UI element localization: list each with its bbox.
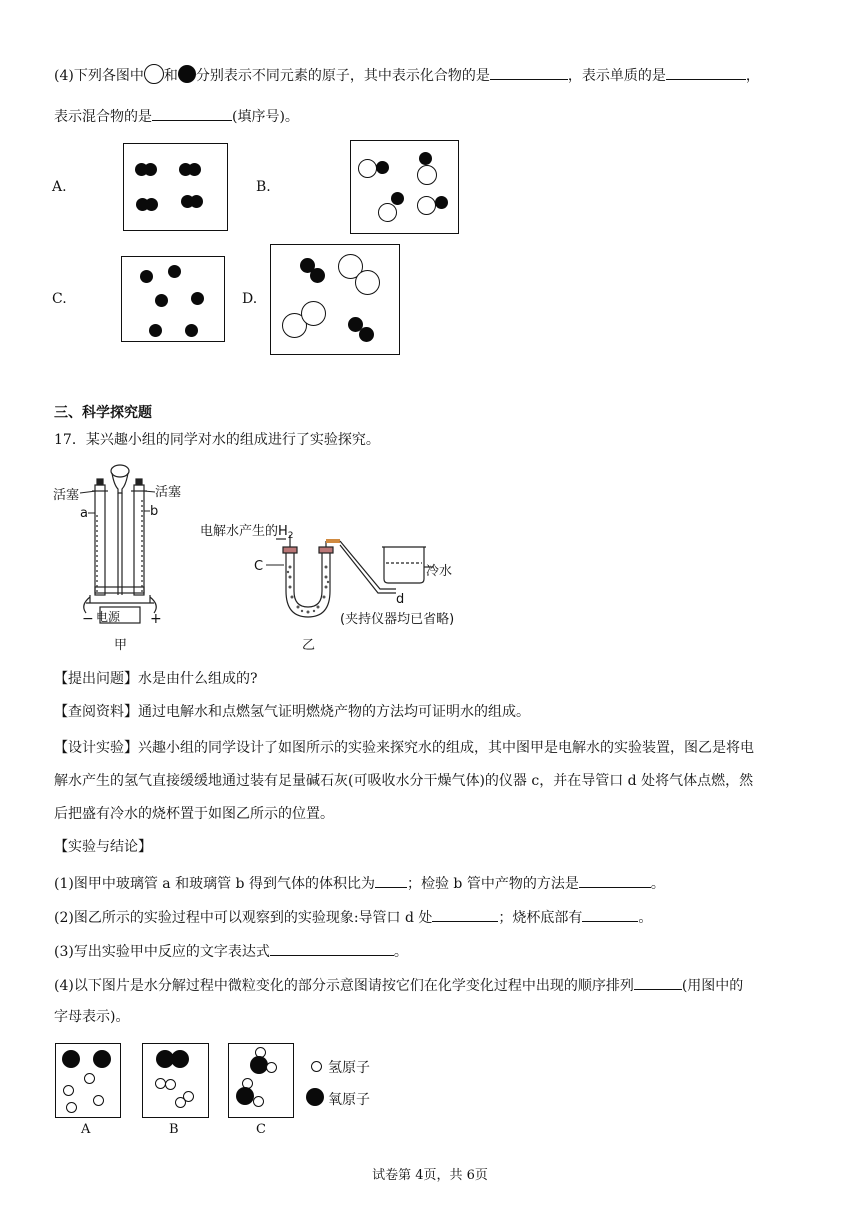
option-d-label: D.: [242, 291, 258, 307]
option-b-box: [350, 140, 459, 234]
atom: [355, 270, 380, 295]
subq-1-text-c: 。: [650, 876, 665, 892]
beaker-phenomenon-blank[interactable]: [582, 907, 638, 922]
element-answer-blank[interactable]: [666, 65, 746, 80]
atom: [266, 1062, 277, 1073]
option-c-box: [121, 256, 225, 342]
volume-ratio-blank[interactable]: [375, 873, 407, 888]
subq-1: [54, 873, 665, 893]
hydrogen-legend-icon: [311, 1061, 322, 1072]
subq-1-text-a: (1)图甲中玻璃管 a 和玻璃管 b 得到气体的体积比为: [54, 876, 375, 892]
q16-line1: [54, 64, 760, 85]
order-answer-blank[interactable]: [634, 975, 682, 990]
atom: [376, 161, 389, 174]
figure-jia-label: 甲: [114, 638, 128, 653]
atom: [417, 165, 437, 185]
cold-water-label: 冷水: [426, 564, 453, 579]
atom: [168, 265, 181, 278]
compound-answer-blank[interactable]: [490, 65, 568, 80]
oxygen-legend-label: 氧原子: [328, 1092, 370, 1108]
c-label: C: [254, 559, 264, 574]
atom: [183, 1091, 194, 1102]
tube-a-label: a: [80, 506, 88, 521]
stopcock-right-label: 活塞: [155, 485, 182, 500]
atom: [165, 1079, 176, 1090]
atom: [358, 159, 377, 178]
atom: [236, 1087, 254, 1105]
electrolysis-apparatus: [84, 465, 157, 623]
subq-4-line2: 字母表示)。: [54, 1009, 130, 1025]
option-c-label: C.: [52, 291, 67, 307]
u-tube: [276, 535, 434, 617]
soda-lime: [287, 566, 329, 614]
q16-pre-text: (4)下列各图中: [54, 68, 144, 84]
atom: [301, 301, 326, 326]
plus-label: +: [150, 611, 162, 627]
option-a-label: A.: [52, 179, 67, 195]
atom: [391, 192, 404, 205]
subq-2: [54, 907, 652, 927]
atom: [149, 324, 162, 337]
atom: [378, 203, 397, 222]
q16-line2-post: (填序号)。: [232, 109, 299, 125]
oxygen-legend-icon: [306, 1088, 324, 1106]
test-method-blank[interactable]: [579, 873, 651, 888]
d-label: d: [396, 592, 405, 607]
option-b-label: B.: [256, 179, 271, 195]
subq-2-text-c: 。: [638, 910, 653, 926]
subq-2-text-a: (2)图乙所示的实验过程中可以观察到的实验现象:导管口 d 处: [54, 910, 433, 926]
micro-label-b: B: [169, 1122, 179, 1137]
atom: [140, 270, 153, 283]
h2-source-label: 电解水产生的$H_2$: [200, 524, 294, 541]
atom: [435, 196, 448, 209]
micro-label-c: C: [256, 1122, 266, 1137]
atom: [253, 1096, 264, 1107]
design-line-3: 后把盛有冷水的烧杯置于如图乙所示的位置。: [54, 806, 334, 822]
atom: [66, 1102, 77, 1113]
nozzle-phenomenon-blank[interactable]: [432, 907, 498, 922]
minus-label: −: [82, 611, 94, 627]
subq-3-text-a: (3)写出实验甲中反应的文字表达式: [54, 944, 270, 960]
info-line: 【查阅资料】通过电解水和点燃氢气证明燃烧产物的方法均可证明水的组成。: [54, 704, 530, 720]
section-heading: 三、科学探究题: [54, 405, 152, 421]
atom: [93, 1050, 111, 1068]
atom: [419, 152, 432, 165]
tube-b-label: b: [150, 504, 159, 519]
q16-line2: [54, 106, 299, 126]
stopcock-left-label: 活塞: [53, 488, 80, 503]
atom: [144, 163, 157, 176]
mixture-answer-blank[interactable]: [152, 106, 232, 121]
atom: [417, 196, 436, 215]
micro-box-a: [55, 1043, 121, 1118]
white-atom-icon: [144, 64, 164, 84]
micro-label-a: A: [81, 1122, 91, 1137]
q17-intro: 17．某兴趣小组的同学对水的组成进行了实验探究。: [54, 432, 380, 448]
atom: [188, 163, 201, 176]
atom: [191, 292, 204, 305]
design-line-2: 解水产生的氢气直接缓缓地通过装有足量碱石灰(可吸收水分干燥气体)的仪器 c，并在导管口 d 处将气体点燃，然: [54, 773, 754, 789]
q16-and-text: 和: [163, 68, 178, 84]
question-line: 【提出问题】水是由什么组成的?: [54, 671, 258, 687]
design-line-1: 【设计实验】兴趣小组的同学设计了如图所示的实验来探究水的组成，其中图甲是电解水的实验装置，图乙是将电: [54, 740, 754, 756]
subq-3-text-b: 。: [393, 944, 408, 960]
q16-mid-text: 分别表示不同元素的原子，其中表示化合物的是: [195, 68, 490, 84]
apparatus-diagram: [40, 455, 500, 655]
atom: [63, 1085, 74, 1096]
atom: [155, 294, 168, 307]
figure-yi-label: 乙: [302, 638, 316, 653]
atom: [359, 327, 374, 342]
hydrogen-legend-label: 氢原子: [328, 1060, 370, 1076]
atom: [93, 1095, 104, 1106]
q16-comma1-text: ，表示单质的是: [567, 68, 666, 84]
word-equation-blank[interactable]: [270, 941, 394, 956]
subq-3: [54, 941, 408, 961]
subq-4: [54, 975, 743, 995]
conclusion-heading: 【实验与结论】: [54, 839, 152, 855]
atom: [62, 1050, 80, 1068]
atom: [190, 195, 203, 208]
power-label: 电源: [96, 610, 121, 624]
q16-line2-pre: 表示混合物的是: [54, 109, 152, 125]
micro-box-b: [142, 1043, 209, 1118]
atom: [145, 198, 158, 211]
page-footer: 试卷第 4页，共 6页: [372, 1168, 488, 1183]
option-d-box: [270, 244, 400, 355]
subq-2-text-b: ；烧杯底部有: [498, 910, 583, 926]
atom: [84, 1073, 95, 1084]
subq-4-text-a: (4)以下图片是水分解过程中微粒变化的部分示意图请按它们在化学变化过程中出现的顺序排列: [54, 978, 634, 994]
q16-comma2-text: ，: [745, 68, 760, 84]
micro-box-c: [228, 1043, 294, 1118]
clamp-note: (夹持仪器均已省略): [340, 612, 455, 627]
subq-1-text-b: ；检验 b 管中产物的方法是: [406, 876, 579, 892]
atom: [310, 268, 325, 283]
subq-4-text-b: (用图中的: [681, 978, 744, 994]
atom: [171, 1050, 189, 1068]
option-a-box: [123, 143, 228, 231]
black-atom-icon: [178, 65, 196, 83]
atom: [185, 324, 198, 337]
